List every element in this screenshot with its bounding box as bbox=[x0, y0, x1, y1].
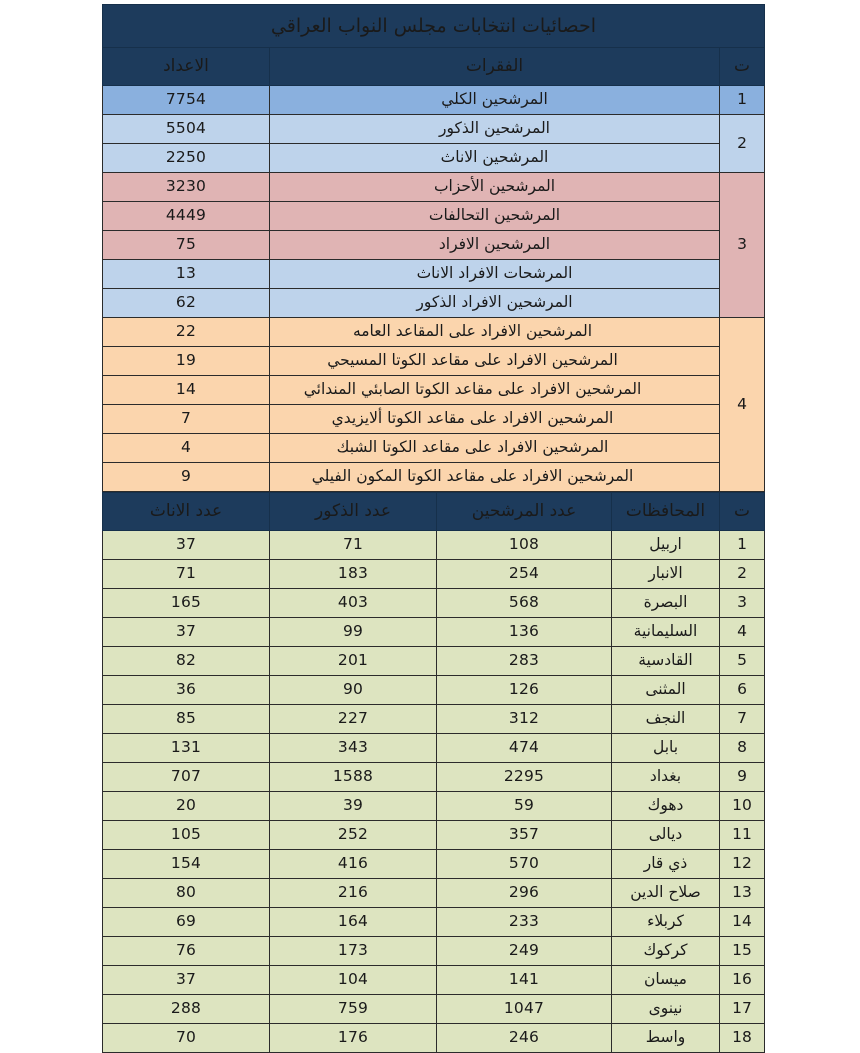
gov-row-candidates: 474 bbox=[437, 734, 612, 763]
gov-row-candidates: 1047 bbox=[437, 995, 612, 1024]
summary-item-text: المرشحين الافراد على مقاعد الكوتا الشبك bbox=[336, 438, 609, 457]
summary-item-count: 75 bbox=[102, 231, 269, 260]
summary-item-count: 4449 bbox=[102, 202, 269, 231]
gov-row-candidates: 568 bbox=[437, 589, 612, 618]
gov-row-name: بابل bbox=[612, 734, 720, 763]
summary-row bbox=[102, 144, 764, 173]
summary-row bbox=[102, 289, 764, 318]
gov-row-name: القادسية bbox=[612, 647, 720, 676]
summary-row bbox=[102, 202, 764, 231]
gov-row-candidates: 141 bbox=[437, 966, 612, 995]
table-row bbox=[103, 676, 765, 705]
gov-row-index: 1 bbox=[720, 531, 765, 560]
summary-item-text: المرشحين الاناث bbox=[440, 148, 549, 167]
gov-row-females: 131 bbox=[103, 734, 270, 763]
summary-item-label bbox=[270, 144, 720, 173]
gov-row-index: 5 bbox=[720, 647, 765, 676]
gov-row-males: 176 bbox=[270, 1024, 437, 1053]
summary-item-text: المرشحين الافراد على مقاعد الكوتا الصابئي المندائي bbox=[303, 380, 642, 399]
gov-row-males: 173 bbox=[270, 937, 437, 966]
summary-item-count: 19 bbox=[102, 347, 269, 376]
gov-row-name: صلاح الدين bbox=[612, 879, 720, 908]
summary-item-text: المرشحين الأحزاب bbox=[433, 177, 556, 196]
gov-row-index: 4 bbox=[720, 618, 765, 647]
summary-row bbox=[102, 260, 764, 289]
summary-item-label bbox=[270, 289, 720, 318]
gov-row-males: 90 bbox=[270, 676, 437, 705]
tables-container bbox=[103, 4, 765, 1053]
gov-row-name: دهوك bbox=[612, 792, 720, 821]
table-row bbox=[103, 618, 765, 647]
gov-row-index: 17 bbox=[720, 995, 765, 1024]
gov-row-candidates: 126 bbox=[437, 676, 612, 705]
gov-row-candidates: 2295 bbox=[437, 763, 612, 792]
table-row bbox=[103, 560, 765, 589]
gov-row-candidates: 233 bbox=[437, 908, 612, 937]
gov-row-index: 3 bbox=[720, 589, 765, 618]
gov-row-candidates: 283 bbox=[437, 647, 612, 676]
summary-group-index: 4 bbox=[720, 318, 765, 492]
table-row bbox=[103, 1024, 765, 1053]
table-row bbox=[103, 966, 765, 995]
table-row bbox=[103, 821, 765, 850]
gov-row-females: 37 bbox=[103, 531, 270, 560]
summary-row bbox=[102, 86, 764, 115]
summary-header-count: الاعداد bbox=[102, 48, 269, 86]
gov-row-females: 37 bbox=[103, 618, 270, 647]
gov-row-candidates: 59 bbox=[437, 792, 612, 821]
gov-row-males: 403 bbox=[270, 589, 437, 618]
summary-item-label bbox=[270, 376, 720, 405]
summary-row bbox=[102, 463, 764, 492]
gov-row-name: ميسان bbox=[612, 966, 720, 995]
summary-item-count: 7754 bbox=[102, 86, 269, 115]
summary-item-label bbox=[270, 434, 720, 463]
summary-item-count: 22 bbox=[102, 318, 269, 347]
summary-item-text: المرشحات الافراد الاناث bbox=[416, 264, 573, 283]
gov-row-females: 20 bbox=[103, 792, 270, 821]
summary-item-text: المرشحين الافراد على مقاعد الكوتا المكون الفيلي bbox=[311, 467, 634, 486]
gov-row-females: 37 bbox=[103, 966, 270, 995]
gov-row-males: 71 bbox=[270, 531, 437, 560]
summary-group-index: 1 bbox=[720, 86, 765, 115]
gov-row-candidates: 108 bbox=[437, 531, 612, 560]
summary-group-index: 3 bbox=[720, 173, 765, 318]
gov-row-females: 82 bbox=[103, 647, 270, 676]
gov-row-index: 15 bbox=[720, 937, 765, 966]
summary-item-label bbox=[270, 463, 720, 492]
table-row bbox=[103, 908, 765, 937]
summary-item-text: المرشحين التحالفات bbox=[428, 206, 561, 225]
summary-item-label bbox=[270, 202, 720, 231]
gov-row-males: 104 bbox=[270, 966, 437, 995]
gov-row-males: 201 bbox=[270, 647, 437, 676]
summary-header-index: ت bbox=[720, 48, 765, 86]
summary-item-count: 5504 bbox=[102, 115, 269, 144]
summary-row bbox=[102, 173, 764, 202]
gov-row-name: ذي قار bbox=[612, 850, 720, 879]
summary-item-label bbox=[270, 173, 720, 202]
gov-row-index: 8 bbox=[720, 734, 765, 763]
gov-row-females: 154 bbox=[103, 850, 270, 879]
gov-row-index: 13 bbox=[720, 879, 765, 908]
gov-header-index: ت bbox=[720, 493, 765, 531]
gov-row-males: 99 bbox=[270, 618, 437, 647]
governorates-header-row bbox=[103, 493, 765, 531]
gov-row-females: 80 bbox=[103, 879, 270, 908]
table-row bbox=[103, 792, 765, 821]
table-row bbox=[103, 705, 765, 734]
table-row bbox=[103, 850, 765, 879]
gov-row-index: 10 bbox=[720, 792, 765, 821]
table-row bbox=[103, 531, 765, 560]
gov-row-candidates: 136 bbox=[437, 618, 612, 647]
summary-item-count: 3230 bbox=[102, 173, 269, 202]
gov-row-females: 105 bbox=[103, 821, 270, 850]
gov-row-males: 416 bbox=[270, 850, 437, 879]
gov-row-index: 9 bbox=[720, 763, 765, 792]
gov-row-females: 70 bbox=[103, 1024, 270, 1053]
gov-row-name: الانبار bbox=[612, 560, 720, 589]
gov-row-name: كربلاء bbox=[612, 908, 720, 937]
summary-item-label bbox=[270, 347, 720, 376]
gov-row-candidates: 570 bbox=[437, 850, 612, 879]
summary-item-text: المرشحين الافراد على مقاعد الكوتا المسيحي bbox=[327, 351, 618, 370]
gov-row-females: 288 bbox=[103, 995, 270, 1024]
gov-row-females: 85 bbox=[103, 705, 270, 734]
gov-header-females: عدد الاناث bbox=[103, 493, 270, 531]
summary-item-count: 14 bbox=[102, 376, 269, 405]
gov-row-name: السليمانية bbox=[612, 618, 720, 647]
summary-item-count: 4 bbox=[102, 434, 269, 463]
gov-row-candidates: 357 bbox=[437, 821, 612, 850]
gov-row-index: 2 bbox=[720, 560, 765, 589]
page-title: احصائيات انتخابات مجلس النواب العراقي bbox=[102, 5, 764, 48]
summary-item-text: المرشحين الافراد الذكور bbox=[416, 293, 573, 312]
summary-item-label bbox=[270, 86, 720, 115]
table-row bbox=[103, 995, 765, 1024]
gov-row-index: 18 bbox=[720, 1024, 765, 1053]
summary-item-text: المرشحين الكلي bbox=[441, 90, 548, 109]
gov-row-name: بغداد bbox=[612, 763, 720, 792]
gov-row-name: النجف bbox=[612, 705, 720, 734]
gov-row-index: 12 bbox=[720, 850, 765, 879]
summary-table bbox=[102, 4, 765, 492]
gov-row-name: ديالى bbox=[612, 821, 720, 850]
gov-row-males: 252 bbox=[270, 821, 437, 850]
table-row bbox=[103, 763, 765, 792]
gov-row-males: 759 bbox=[270, 995, 437, 1024]
summary-item-count: 13 bbox=[102, 260, 269, 289]
gov-row-candidates: 312 bbox=[437, 705, 612, 734]
gov-row-females: 76 bbox=[103, 937, 270, 966]
gov-row-index: 14 bbox=[720, 908, 765, 937]
summary-group-index: 2 bbox=[720, 115, 765, 173]
summary-item-count: 62 bbox=[102, 289, 269, 318]
summary-header-item: الفقرات bbox=[270, 48, 720, 86]
summary-item-count: 7 bbox=[102, 405, 269, 434]
table-row bbox=[103, 879, 765, 908]
gov-header-candidates: عدد المرشحين bbox=[437, 493, 612, 531]
gov-row-females: 71 bbox=[103, 560, 270, 589]
gov-row-candidates: 296 bbox=[437, 879, 612, 908]
summary-item-label bbox=[270, 231, 720, 260]
summary-item-text: المرشحين الافراد bbox=[438, 235, 551, 254]
summary-header-row bbox=[102, 48, 764, 86]
gov-row-index: 6 bbox=[720, 676, 765, 705]
gov-row-males: 164 bbox=[270, 908, 437, 937]
governorates-table bbox=[102, 492, 765, 1053]
gov-row-candidates: 249 bbox=[437, 937, 612, 966]
gov-row-males: 1588 bbox=[270, 763, 437, 792]
gov-header-governorate: المحافظات bbox=[612, 493, 720, 531]
gov-row-name: نينوى bbox=[612, 995, 720, 1024]
summary-row bbox=[102, 347, 764, 376]
gov-row-females: 165 bbox=[103, 589, 270, 618]
summary-item-label bbox=[270, 115, 720, 144]
gov-row-males: 227 bbox=[270, 705, 437, 734]
table-row bbox=[103, 937, 765, 966]
gov-row-males: 39 bbox=[270, 792, 437, 821]
gov-row-candidates: 246 bbox=[437, 1024, 612, 1053]
gov-row-index: 11 bbox=[720, 821, 765, 850]
summary-row bbox=[102, 405, 764, 434]
summary-item-label bbox=[270, 405, 720, 434]
summary-row bbox=[102, 318, 764, 347]
gov-row-name: البصرة bbox=[612, 589, 720, 618]
gov-row-name: المثنى bbox=[612, 676, 720, 705]
gov-row-index: 7 bbox=[720, 705, 765, 734]
gov-row-males: 216 bbox=[270, 879, 437, 908]
summary-item-count: 2250 bbox=[102, 144, 269, 173]
gov-row-females: 69 bbox=[103, 908, 270, 937]
summary-row bbox=[102, 376, 764, 405]
gov-row-name: واسط bbox=[612, 1024, 720, 1053]
gov-row-name: كركوك bbox=[612, 937, 720, 966]
table-row bbox=[103, 647, 765, 676]
summary-item-text: المرشحين الافراد على مقاعد الكوتا ألايزيدي bbox=[331, 409, 614, 428]
gov-row-males: 183 bbox=[270, 560, 437, 589]
summary-item-count: 9 bbox=[102, 463, 269, 492]
summary-row bbox=[102, 231, 764, 260]
summary-item-label bbox=[270, 260, 720, 289]
summary-row bbox=[102, 115, 764, 144]
document-title-row bbox=[102, 5, 764, 48]
gov-row-name: اربيل bbox=[612, 531, 720, 560]
gov-row-males: 343 bbox=[270, 734, 437, 763]
gov-row-females: 707 bbox=[103, 763, 270, 792]
gov-row-index: 16 bbox=[720, 966, 765, 995]
gov-row-females: 36 bbox=[103, 676, 270, 705]
gov-header-males: عدد الذكور bbox=[270, 493, 437, 531]
summary-row bbox=[102, 434, 764, 463]
table-row bbox=[103, 734, 765, 763]
summary-item-text: المرشحين الافراد على المقاعد العامه bbox=[352, 322, 593, 341]
summary-item-label bbox=[270, 318, 720, 347]
summary-item-text: المرشحين الذكور bbox=[439, 119, 550, 138]
gov-row-candidates: 254 bbox=[437, 560, 612, 589]
table-row bbox=[103, 589, 765, 618]
